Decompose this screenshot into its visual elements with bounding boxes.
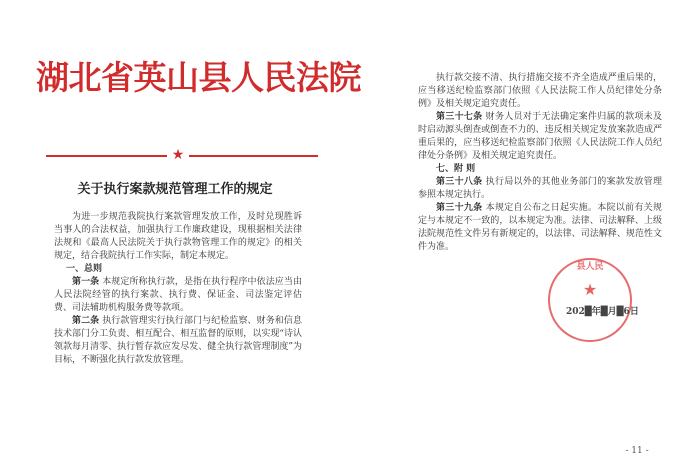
article-1-label: 第一条: [72, 277, 100, 287]
article-37: [418, 111, 662, 163]
article-38: [418, 176, 662, 202]
article-1: [54, 276, 302, 315]
article-2-text: 执行款管理实行执行部门与纪检监察、财务和信息技术部门分工负责、相互配合、相互监督的原则，以实现“诗认领款每月清零、执行暂存款应发尽发、健全执行款管理制度”为目标，不断强化执行款发放管理。: [54, 316, 302, 365]
document-title: 关于执行案款规范管理工作的规定: [77, 182, 273, 197]
article-2-label: 第二条: [72, 316, 100, 326]
right-body-text: [418, 72, 662, 254]
left-body-text: [54, 211, 302, 367]
seal-ring-text: 县人民: [576, 262, 604, 272]
article-37-label: 第三十七条: [436, 112, 483, 122]
article-39-label: 第三十九条: [436, 203, 483, 213]
article-39: [418, 202, 662, 254]
chapter-heading-supplementary: 七、附 则: [436, 164, 476, 174]
court-seal-stamp: [548, 258, 632, 342]
article-38-text: 执行局以外的其他业务部门的案款发放管理参照本规定执行。: [418, 177, 662, 200]
star-icon: ★: [171, 147, 185, 163]
page-number: - 11 -: [625, 446, 649, 456]
article-1-text: 本规定所称执行款，是指在执行程序中依法应当由人民法院经管的执行案款、执行费、保证金、司法鉴定评估费、司法辅助机构服务费等款项。: [54, 277, 302, 313]
seal-star-icon: ★: [582, 280, 598, 299]
continued-paragraph: 执行款交接不清、执行措施交接不齐全造成严重后果的，应当移送纪检监察部门依照《人民法院工作人员纪律处分条例》及相关规定追究责任。: [418, 73, 662, 109]
court-header-title: 湖北省英山县人民法院: [36, 58, 361, 97]
intro-paragraph: 为进一步规范我院执行案款管理发放工作，及时兑现胜诉当事人的合法权益，加强执行工作廉政建设，现根据相关法律法规和《最高人民法院关于执行款物管理工作的规定》的相关规定，结合我院执行工作实际，制定本规定。: [54, 212, 302, 261]
article-38-label: 第三十八条: [436, 177, 483, 187]
seal-date: 202█年█月█6日: [566, 307, 639, 317]
article-2: [54, 315, 302, 367]
divider-line-left: [46, 155, 167, 157]
chapter-heading-general: 一、总则: [66, 264, 103, 274]
red-divider: [46, 147, 318, 163]
article-39-text: 本规定自公布之日起实施。本院以前有关规定与本规定不一致的，以本规定为准。法律、司法解释、上级法院规范性文件另有新规定的，以法律、司法解释、规范性文件为准。: [418, 203, 662, 252]
divider-line-right: [189, 155, 318, 157]
article-37-text: 财务人员对于无法确定案件归属的款项未及时启动源头倒查或倒查不力的、违反相关规定发放案款造成严重后果的，应当移送纪检监察部门依照《人民法院工作人员纪律处分条例》及相关规定追究责任。: [418, 112, 662, 161]
